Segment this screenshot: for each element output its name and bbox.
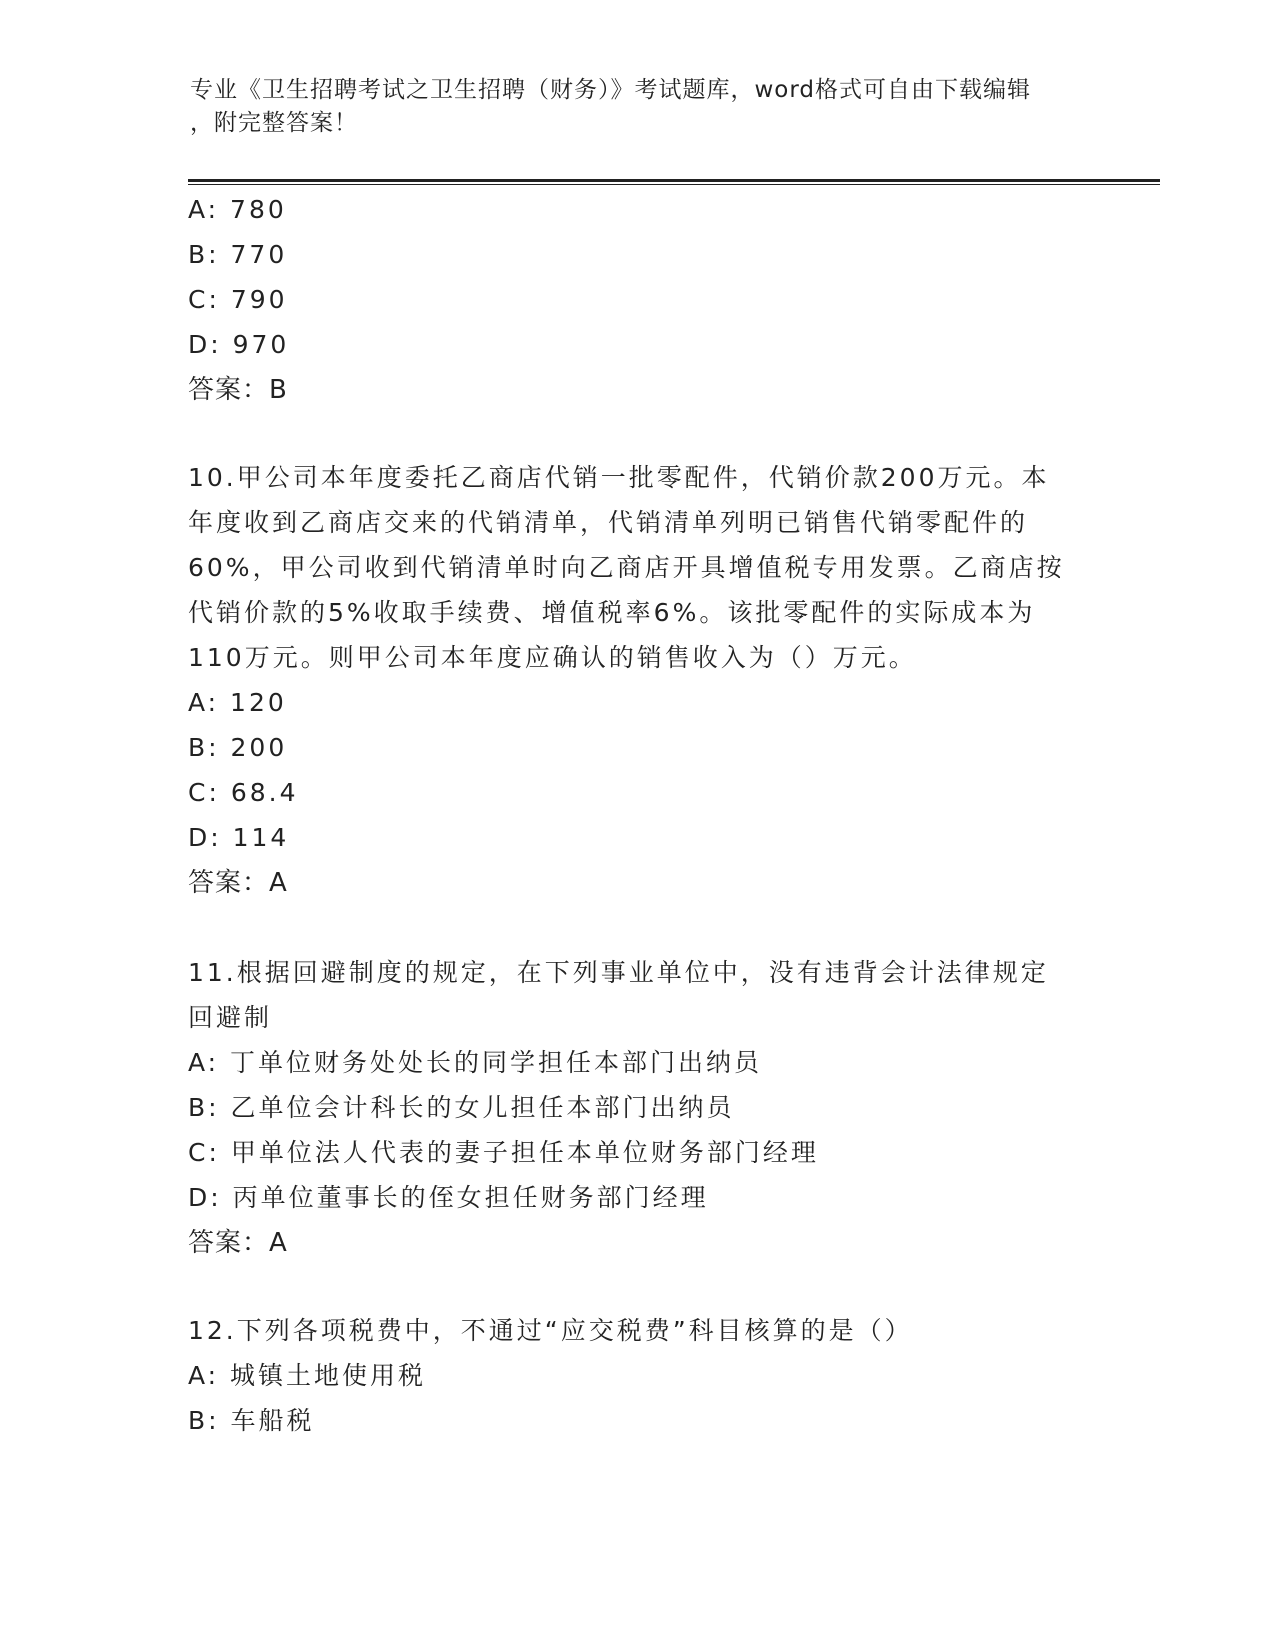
q11-stem-line-2: 回避制 [188, 1003, 273, 1032]
q11-answer: 答案：A [188, 1228, 288, 1258]
q10-answer: 答案：A [188, 868, 288, 898]
header-line-1: 专业《卫生招聘考试之卫生招聘（财务）》考试题库，word格式可自由下载编辑 [190, 77, 1032, 103]
q10-stem-line-4: 代销价款的5%收取手续费、增值税率6%。该批零配件的实际成本为 [188, 598, 1036, 627]
header-rule-thin [188, 184, 1160, 185]
q9-option-a: A: 780 [188, 195, 287, 224]
q9-answer: 答案：B [188, 375, 288, 405]
q9-option-b: B: 770 [188, 240, 288, 269]
q10-option-c: C: 68.4 [188, 778, 299, 807]
q10-option-a: A: 120 [188, 688, 287, 717]
document-header [190, 74, 1090, 140]
q11-option-d: D: 丙单位董事长的侄女担任财务部门经理 [188, 1183, 709, 1212]
q12-stem-line-1: 12.下列各项税费中，不通过“应交税费”科目核算的是（） [188, 1316, 913, 1345]
q12-option-a: A: 城镇土地使用税 [188, 1361, 427, 1390]
q9-option-c: C: 790 [188, 285, 288, 314]
q10-stem-line-5: 110万元。则甲公司本年度应确认的销售收入为（）万元。 [188, 643, 917, 672]
q12-option-b: B: 车船税 [188, 1406, 315, 1435]
header-rule-thick [188, 179, 1160, 182]
header-line-2: ，附完整答案！ [190, 110, 358, 136]
q11-option-c: C: 甲单位法人代表的妻子担任本单位财务部门经理 [188, 1138, 819, 1167]
q11-option-a: A: 丁单位财务处处长的同学担任本部门出纳员 [188, 1048, 763, 1077]
q10-stem-line-3: 60%，甲公司收到代销清单时向乙商店开具增值税专用发票。乙商店按 [188, 553, 1065, 582]
q10-option-b: B: 200 [188, 733, 288, 762]
q11-stem-line-1: 11.根据回避制度的规定，在下列事业单位中，没有违背会计法律规定 [188, 958, 1049, 987]
q11-option-b: B: 乙单位会计科长的女儿担任本部门出纳员 [188, 1093, 735, 1122]
q10-stem-line-2: 年度收到乙商店交来的代销清单，代销清单列明已销售代销零配件的 [188, 508, 1029, 537]
q10-stem-line-1: 10.甲公司本年度委托乙商店代销一批零配件，代销价款200万元。本 [188, 463, 1050, 492]
q10-option-d: D: 114 [188, 823, 290, 852]
q9-option-d: D: 970 [188, 330, 290, 359]
